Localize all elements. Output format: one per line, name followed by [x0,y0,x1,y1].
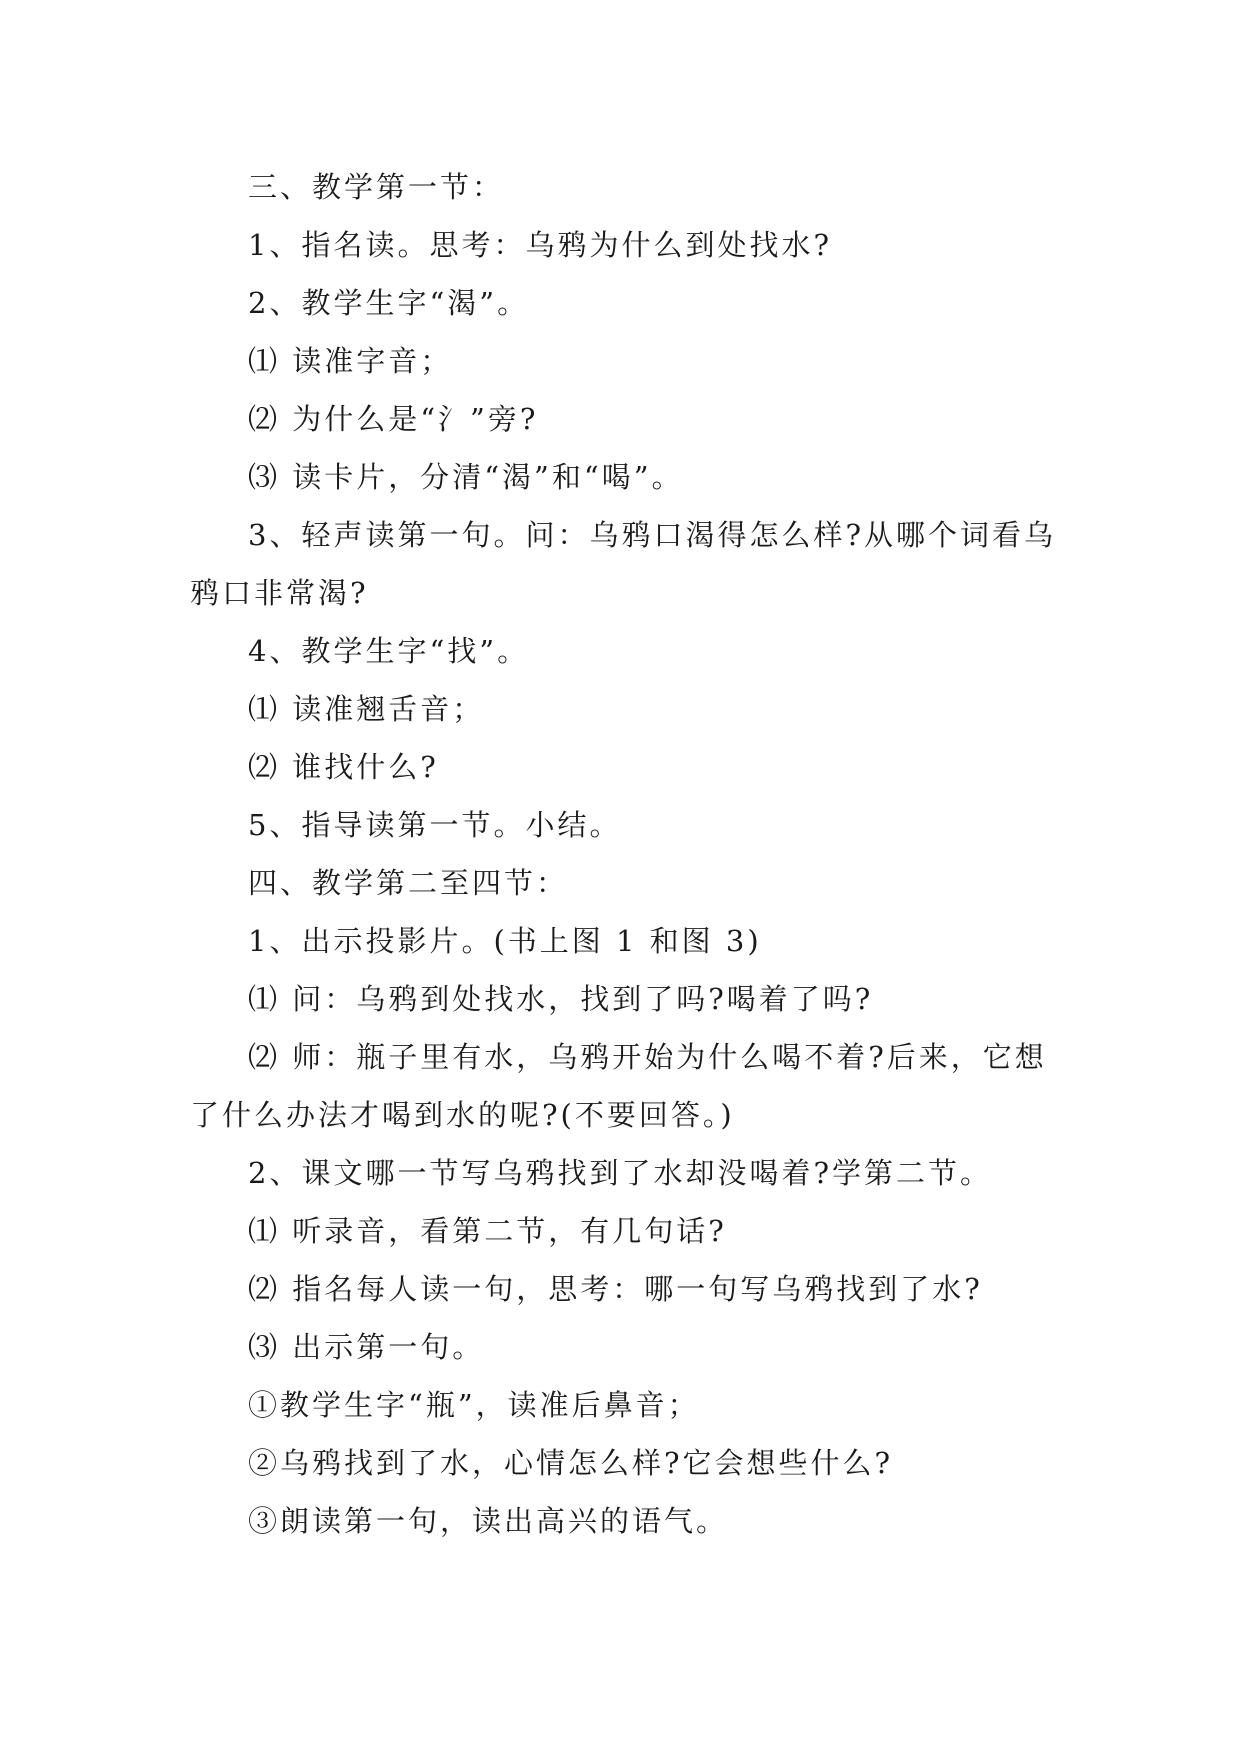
paragraph: ⑵ 为什么是“氵”旁? [248,402,539,436]
paragraph: 2、教学生字“渴”。 [248,286,530,320]
paragraph: ⑵ 师：瓶子里有水，乌鸦开始为什么喝不着?后来，它想了什么办法才喝到水的呢?(不要回答。) [190,1040,1047,1132]
section-heading-3: 三、教学第一节： [248,170,505,204]
paragraph: ⑶ 读卡片，分清“渴”和“喝”。 [248,460,684,494]
paragraph: 5、指导读第一节。小结。 [248,808,622,842]
paragraph: 3、轻声读第一句。问：乌鸦口渴得怎么样?从哪个词看乌鸦口非常渴? [190,518,1056,610]
paragraph: ⑵ 指名每人读一句，思考：哪一句写乌鸦找到了水? [248,1272,983,1306]
paragraph: 1、出示投影片。(书上图 1 和图 3) [248,924,762,958]
paragraph: ②乌鸦找到了水，心情怎么样?它会想些什么? [248,1446,894,1480]
paragraph: 1、指名读。思考：乌鸦为什么到处找水? [248,228,832,262]
document-body [190,158,1060,1550]
paragraph: ⑴ 听录音，看第二节，有几句话? [248,1214,727,1248]
paragraph: ③朗读第一句，读出高兴的语气。 [248,1504,729,1538]
paragraph: ⑴ 读准字音； [248,344,453,378]
paragraph: 2、课文哪一节写乌鸦找到了水却没喝着?学第二节。 [248,1156,992,1190]
paragraph: ①教学生字“瓶”，读准后鼻音； [248,1388,700,1422]
section-heading-4: 四、教学第二至四节： [248,866,569,900]
paragraph: ⑶ 出示第一句。 [248,1330,485,1364]
paragraph: ⑴ 问：乌鸦到处找水，找到了吗?喝着了吗? [248,982,874,1016]
paragraph: 4、教学生字“找”。 [248,634,530,668]
paragraph: ⑵ 谁找什么? [248,750,439,784]
paragraph: ⑴ 读准翘舌音； [248,692,485,726]
